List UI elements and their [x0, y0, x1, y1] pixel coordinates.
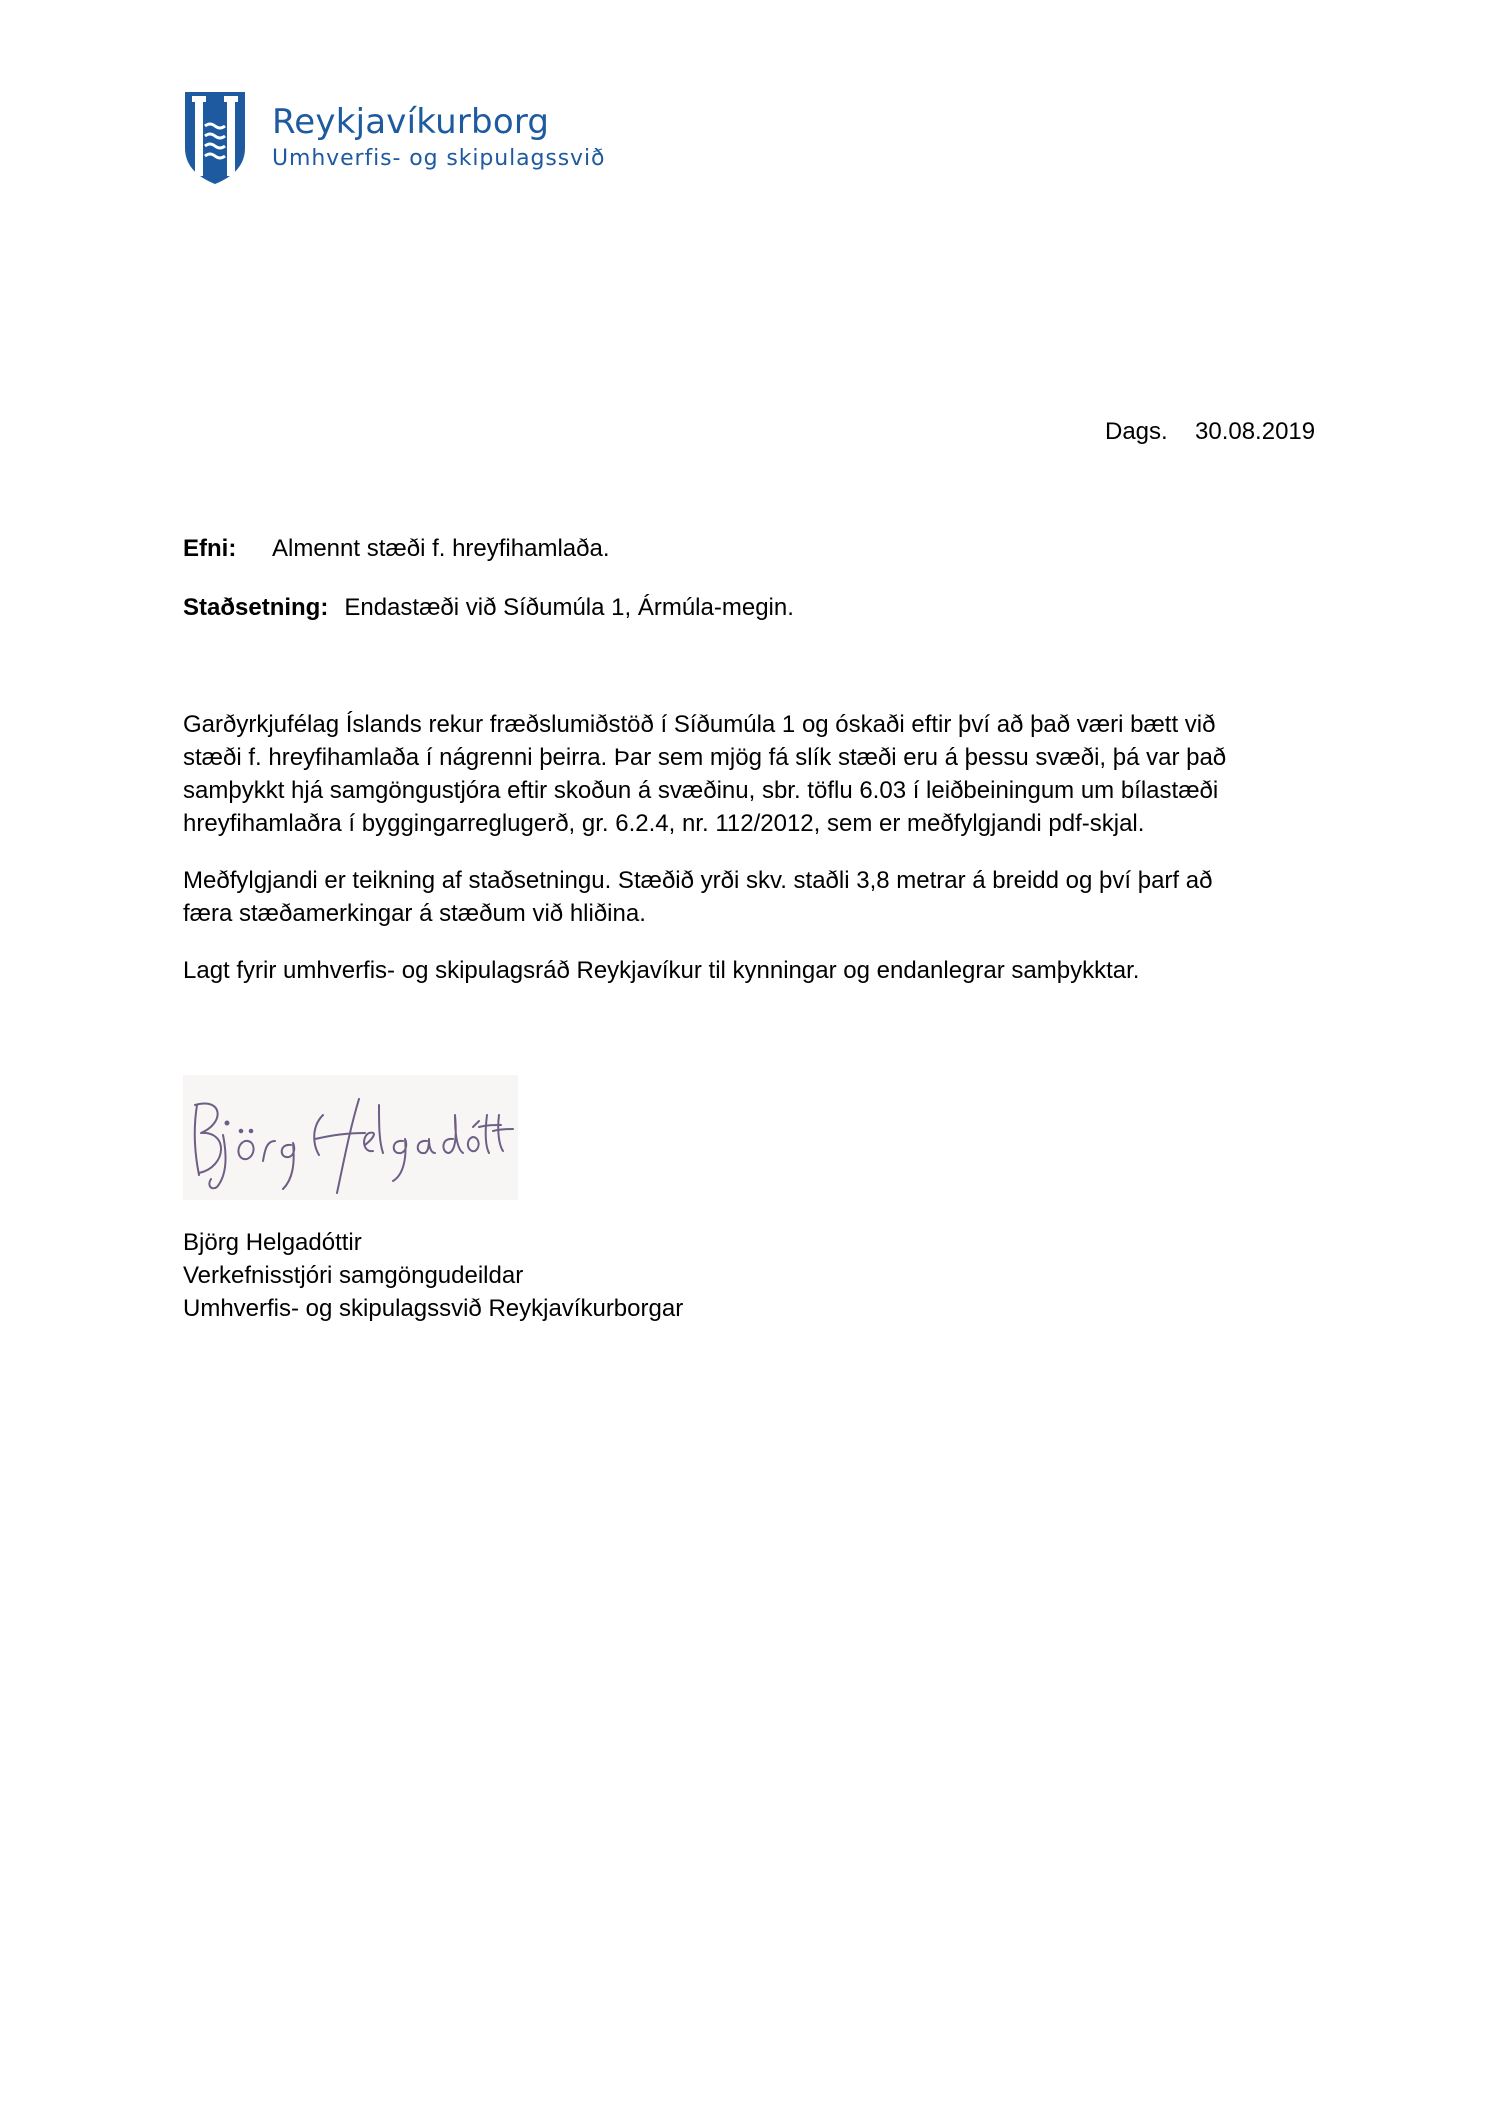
signer-name: Björg Helgadóttir: [183, 1229, 362, 1256]
signature-block: [183, 1226, 683, 1325]
body-line: færa stæðamerkingar á stæðum við hliðina.: [183, 900, 646, 927]
body-paragraph: [183, 864, 1333, 930]
date-row: [1105, 418, 1315, 446]
org-name: Reykjavíkurborg: [272, 102, 550, 142]
signer-department: Umhverfis- og skipulagssvið Reykjavíkurborgar: [183, 1295, 684, 1322]
location-row: [183, 594, 794, 622]
body-line: Lagt fyrir umhverfis- og skipulagsráð Reykjavíkur til kynningar og endanlegrar samþykktar.: [183, 957, 1140, 984]
body-paragraph: [183, 954, 1333, 987]
subject-label: Efni:: [183, 535, 237, 562]
location-label: Staðsetning:: [183, 594, 329, 621]
letter-body: [183, 708, 1333, 1011]
letterhead-logo: [183, 90, 613, 190]
subject-row: [183, 535, 610, 563]
body-line: hreyfihamlaðra í byggingarreglugerð, gr. 6.2.4, nr. 112/2012, sem er meðfylgjandi pdf-skjal.: [183, 810, 1145, 837]
reykjavik-shield-icon: [183, 90, 247, 186]
department-name: Umhverfis- og skipulagssvið: [272, 146, 606, 171]
signer-title: Verkefnisstjóri samgöngudeildar: [183, 1262, 524, 1289]
body-line: stæði f. hreyfihamlaða í nágrenni þeirra. Þar sem mjög fá slík stæði eru á þessu svæði, þá var það: [183, 744, 1227, 771]
body-line: Meðfylgjandi er teikning af staðsetningu. Stæðið yrði skv. staðli 3,8 metrar á breidd og því þarf að: [183, 867, 1213, 894]
body-paragraph: [183, 708, 1333, 840]
body-line: samþykkt hjá samgöngustjóra eftir skoðun á svæðinu, sbr. töflu 6.03 í leiðbeiningum um bílastæði: [183, 777, 1219, 804]
subject-value: Almennt stæði f. hreyfihamlaða.: [272, 535, 610, 562]
body-line: Garðyrkjufélag Íslands rekur fræðslumiðstöð í Síðumúla 1 og óskaði eftir því að það væri bætt við: [183, 711, 1216, 738]
date-value: 30.08.2019: [1195, 418, 1316, 445]
location-value: Endastæði við Síðumúla 1, Ármúla-megin.: [344, 594, 794, 621]
handwritten-signature: [183, 1075, 518, 1200]
date-label: Dags.: [1105, 418, 1168, 445]
